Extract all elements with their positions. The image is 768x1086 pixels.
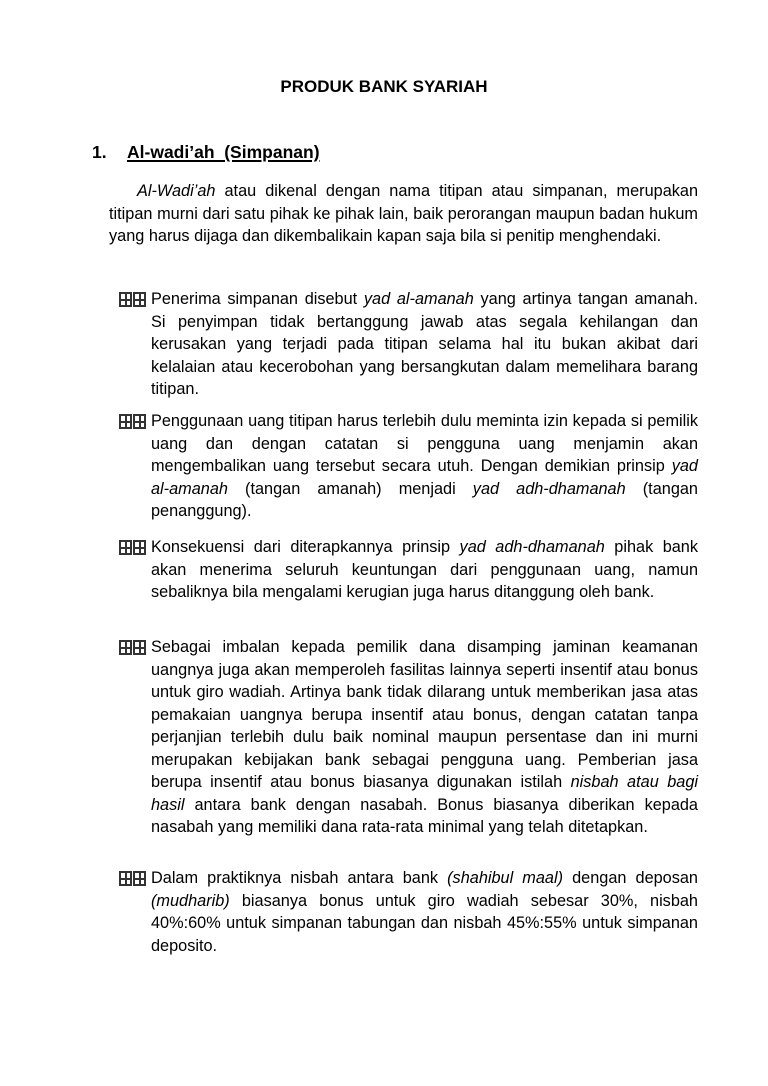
list-item: [119, 288, 698, 401]
bullet-glyph-icon: [119, 540, 149, 556]
bullet-text: Penggunaan uang titipan harus terlebih dulu meminta izin kepada si pemilik uang dan dengan catatan si pengguna uang menjamin akan mengembalikan uang tersebut secara utuh. Dengan demikian prinsip yad al-amanah (tangan amanah) menjadi yad adh-dhamanah (tangan penanggung).: [151, 412, 698, 520]
section-heading-text: Al-wadi’ah (Simpanan): [127, 142, 320, 162]
list-item: [119, 867, 698, 957]
list-item: [119, 636, 698, 839]
intro-text: atau dikenal dengan nama titipan atau simpanan, merupakan titipan murni dari satu pihak ke pihak lain, baik perorangan maupun badan hukum yang harus dijaga dan dikembalikain kapan saja bila si penitip menghendaki.: [109, 182, 698, 245]
intro-term: Al-Wadi’ah: [137, 182, 216, 200]
bullet-text: Sebagai imbalan kepada pemilik dana disamping jaminan keamanan uangnya juga akan memperoleh fasilitas lainnya seperti insentif atau bonus untuk giro wadiah. Artinya bank tidak dilarang untuk memberikan jasa atas pemakaian uangnya berupa insentif atau bonus, dengan catatan tanpa perjanjian terlebih dulu baik nominal maupun persentase dan ini murni merupakan kebijakan bank sebagai pengguna uang. Pemberian jasa berupa insentif atau bonus biasanya digunakan istilah nisbah atau bagi hasil antara bank dengan nasabah. Bonus biasanya diberikan kepada nasabah yang memiliki dana rata-rata minimal yang telah ditetapkan.: [151, 638, 699, 836]
bullet-glyph-icon: [119, 292, 149, 308]
page-title: PRODUK BANK SYARIAH: [280, 77, 488, 96]
bullet-text: Konsekuensi dari diterapkannya prinsip yad adh-dhamanah pihak bank akan menerima seluruh keuntungan dari penggunaan uang, namun sebaliknya bila mengalami kerugian juga harus ditanggung oleh bank.: [151, 538, 698, 601]
bullet-glyph-icon: [119, 414, 149, 430]
bullet-text: Penerima simpanan disebut yad al-amanah yang artinya tangan amanah. Si penyimpan tidak bertanggung jawab atas segala kehilangan dan kerusakan yang terjadi pada titipan selama hal itu bukan akibat dari kelalaian atau kecerobohan yang bersangkutan dalam memelihara barang titipan.: [151, 290, 698, 398]
section-number: 1.: [92, 142, 107, 162]
section-heading: [92, 141, 320, 163]
intro-paragraph: [109, 180, 698, 248]
bullet-glyph-icon: [119, 640, 149, 656]
bullet-glyph-icon: [119, 871, 149, 887]
list-item: [119, 536, 698, 604]
list-item: [119, 410, 698, 523]
bullet-text: Dalam praktiknya nisbah antara bank (shahibul maal) dengan deposan (mudharib) biasanya bonus untuk giro wadiah sebesar 30%, nisbah 40%:60% untuk simpanan tabungan dan nisbah 45%:55% untuk simpanan deposito.: [151, 869, 698, 955]
